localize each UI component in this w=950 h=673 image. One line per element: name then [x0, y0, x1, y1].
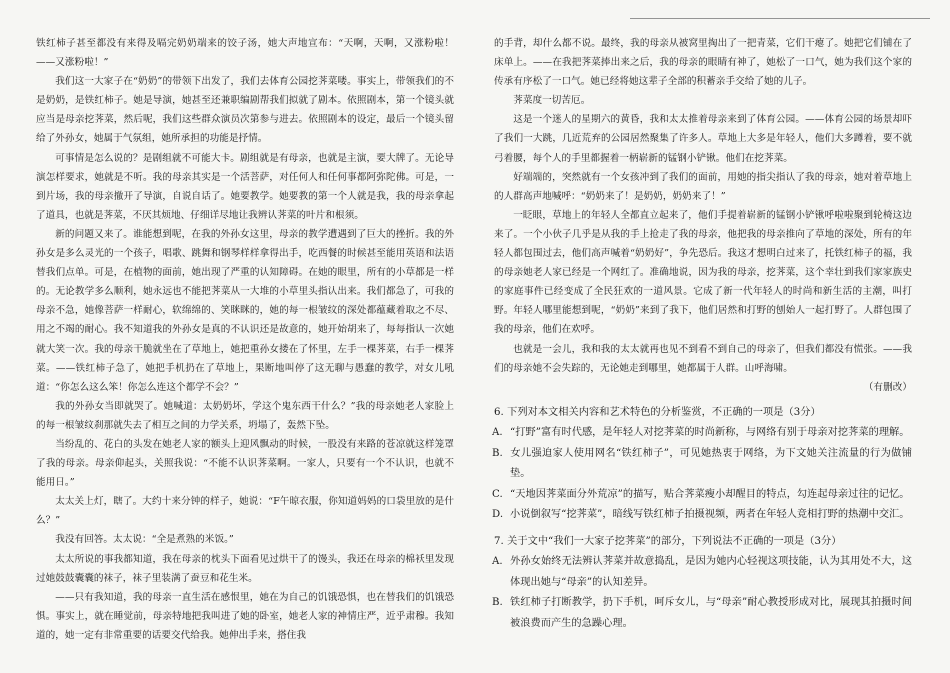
header-rule	[630, 18, 930, 19]
paragraph: 当纷乱的、花白的头发在她老人家的额头上迎风飘动的时候，一股没有来路的苍凉就这样笼罩了我的母亲。母亲仰起头，关照我说：“不能不认识荠菜啊。一家人，只要有一个不认识，也就不能用日。”	[36, 438, 454, 489]
paragraph: 这是一个迷人的星期六的黄昏，我和太太推着母亲来到了体育公园。——体育公园的场景却吓了我们一大跳，几近荒弃的公园居然聚集了许多人。草地上大多是年轻人，他们大多蹲着，要不就弓着腰，每个人的手里都握着一柄崭新的锰钢小铲锹。他们在挖荠菜。	[494, 114, 912, 164]
paragraph: 太太所说的事我都知道，我在母亲的枕头下面看见过烘干了的馒头，我还在母亲的棉袄里发现过她鼓鼓囊囊的袜子，袜子里装满了蚕豆和花生米。	[36, 553, 454, 584]
option-d	[494, 505, 912, 526]
right-column	[494, 34, 912, 634]
option-text: “打野”富有时代感，是年轻人对挖荠菜的时尚新称，与网络有别于母亲对挖荠菜的理解。	[510, 427, 910, 439]
option-letter: A.	[492, 556, 503, 568]
option-c	[494, 485, 912, 506]
option-text: 女儿强迫家人使用网名“铁红柿子”，可见她热衷于网络，为下文她关注流量的行为做铺垫。	[510, 447, 912, 480]
option-text: 小说倒叙写“挖荠菜”，暗线写铁红柿子拍摄视频，两者在年轻人竞相打野的热潮中交汇。	[510, 509, 910, 521]
option-a	[494, 552, 912, 593]
question-stem: 7. 关于文中“我们一大家子挖荠菜”的部分，下列说法不正确的一项是（3分）	[494, 535, 842, 547]
option-letter: B.	[492, 597, 503, 609]
option-a	[494, 423, 912, 444]
paragraph: 一眨眼，草地上的年轻人全都直立起来了，他们手提着崭新的锰钢小铲锹呼啦啦聚到轮椅这边来了。一个小伙子几乎是从我的手上抢走了我的母亲，他把我的母亲推向了草地的深处，所有的年轻人都包围过去，他们高声喊着“奶奶好”，争先恐后。我这才想明白过来了，托铁红柿子的福，我的母亲她老人家已经是一个网红了。准确地说，因为我的母亲，挖荠菜，这个幸壮到我们家家族史的家庭事件已经变成了全民狂欢的一道风景。它成了新一代年轻人的时尚和新生活的主潮，叫打野。年轻人哪里能想到呢，“奶奶”来到了我下，他们居然和打野的刨始人一起打野了。人群包围了我的母亲，他们在欢呼。	[494, 209, 912, 336]
paragraph: ——只有我知道，我的母亲一直生活在感恨里，她在为自己的饥饿恐惧，也在替我们的饥饿恐惧。事实上，就在睡觉前，母亲特地把我叫进了她的卧室，她老人家的神情庄严，近乎肃穆。我知道的，她一定有非常重要的话要交代给我。她伸出手来，搭住我	[36, 591, 454, 641]
option-letter: D.	[492, 509, 504, 521]
paragraph: 我的外孙女当即就哭了。她喊道：太奶奶坏，学这个鬼东西干什么？”我的母亲她老人家脸上的每一根皱纹刹那就失去了相互之间的力学关系，坍塌了，轰然下坠。	[36, 400, 454, 431]
option-letter: B.	[492, 447, 503, 459]
question-6	[494, 403, 912, 526]
paragraph: 我们这一大家子在“奶奶”的带领下出发了，我们去体育公园挖荠菜喽。事实上，带领我们的不是奶奶，是铁红柿子。她是导演，她甚至还兼职编剧帮我们拟就了剧本。依照剧本，第一个镜头就应当是母亲挖荠菜，然后呢，我们这些群众演员次第参与进去。依照剧本的设定，最后一个镜头留给了外孙女，她属于气氛组，她所承担的功能是抒情。	[36, 76, 454, 145]
paragraph: 新的问题又来了。谁能想到呢，在我的外孙女这里，母亲的教学遭遇到了巨大的挫折。我的外孙女是多么灵光的一个孩子，唱歌、跳舞和钢琴样样拿得出手，吃西餐的时候甚至能用英语和法语替我们点单。可是，在植物的面前，她出现了严重的认知障碍。在她的眼里，所有的小草都是一样的。无论教学多么顺利，她永远也不能把荠菜从一大堆的小草里头指认出来。我们都急了，可我的母亲不急，她像菩萨一样耐心，软绵绵的、笑眯眯的，她的每一根皱纹的深处都蕴藏着取之不尽、用之不竭的耐心。我不知道我的外孙女是真的不认识还是故意的，她开始胡来了，每每指认一次她就大笑一次。我的母亲干脆就坐在了草地上，她把重孙女搂在了怀里，左手一棵荠菜，右手一棵荠菜。——铁红柿子急了，她把手机扔在了草地上，果断地叫停了这无聊与愚蠢的教学，对女儿吼道：“你怎么这么笨！你怎么连这个都学不会？”	[36, 228, 454, 393]
option-letter: C.	[492, 488, 503, 500]
paragraph: 我没有回答。太太说：“全是煮熟的米饭。”	[55, 534, 234, 546]
left-column	[36, 34, 454, 645]
option-text: 外孙女始终无法辨认荠菜并故意捣乱，是因为她内心轻视这项技能，认为其用处不大，这体现出她与“母亲”的认知差异。	[510, 556, 912, 588]
option-text: 铁红柿子打断教学，扔下手机，呵斥女儿，与“母亲”耐心教授形成对比，展现其拍摄时间被浪费而产生的急躁心理。	[510, 597, 912, 629]
question-stem: 6. 下列对本文相关内容和艺术特色的分析鉴赏，不正确的一项是（3分）	[494, 406, 821, 418]
paragraph: 可事情是怎么说的？是剧组就不可能大卡。剧组就是有母亲，也就是主演，要大牌了。无论导演怎样要求，她就是不听。我的母亲其实是一个活菩萨，对任何人和任何事都阿弥陀佛。可是，一到片场，我的母亲撤开了导演，自说自话了。她要教学。她要教的第一个人就是我，我的母亲拿起了道具，也就是荠菜，不厌其烦地、仔细详尽地让我辨认荠菜的叶片和根须。	[36, 152, 454, 221]
paragraph: 好端端的，突然就有一个女孩冲到了我们的面前，用她的指尖指认了我的母亲，她对着草地上的人群高声地喊呼：“奶奶来了！是奶奶，奶奶来了！”	[494, 171, 912, 202]
option-text: “天地因荠菜面分外荒凉”的描写，贴合荠菜瘦小却醒目的特点，勾连起母亲过往的记忆。	[510, 488, 910, 500]
option-b	[494, 593, 912, 634]
option-letter: A.	[492, 427, 503, 439]
paragraph: 铁红柿子甚至都没有来得及嗝完奶奶端来的饺子汤，她大声地宣布：“天啊，天啊，又涨粉啦！——又涨粉啦！”	[36, 38, 454, 69]
source-note: （有删改）	[863, 381, 912, 393]
paragraph: 的手背，却什么都不说。最终，我的母亲从被窝里掏出了一把青菜，它们干瘪了。她把它们铺在了床单上。——在我把荠菜捧出来之后，我的母亲的眼睛有神了，她松了一口气，她为我们这个家的传承有序松了一口气。她已经将她这辈子全部的积蓄亲手交给了她的儿子。	[494, 38, 912, 88]
question-7	[494, 532, 912, 635]
option-b	[494, 444, 912, 485]
paragraph: 太太关上灯，瞎了。大约十来分钟的样子，她说：“F午晾衣服，你知道妈妈的口袋里放的是什么？”	[36, 496, 454, 527]
paragraph: 也就是一会儿，我和我的太太就再也见不到看不到自己的母亲了，但我们都没有慌张。——我们的母亲她不会失踪的，无论她走到哪里，她都属于人群。山呼海啸。	[494, 343, 912, 374]
paragraph: 荠菜度一切苦厄。	[513, 95, 591, 107]
